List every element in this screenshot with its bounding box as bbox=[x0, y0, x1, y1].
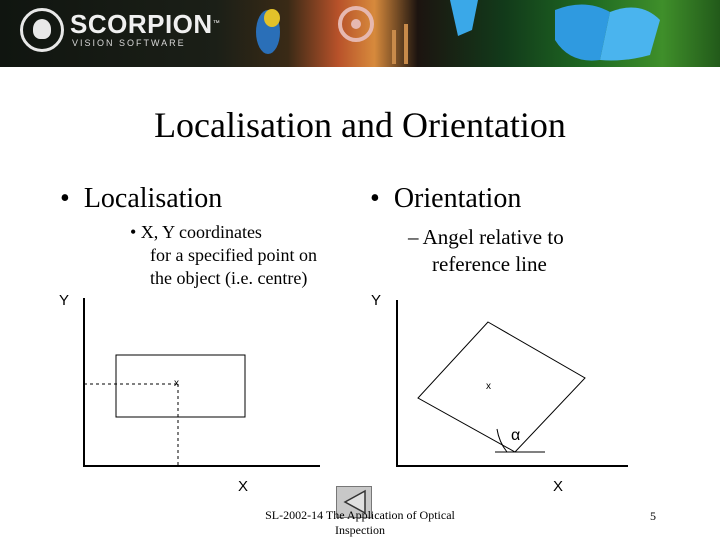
right-center-point: x bbox=[486, 381, 491, 392]
left-y-label: Y bbox=[59, 292, 70, 309]
localisation-line-2: for a specified point on bbox=[150, 245, 317, 265]
footer-line-1: SL-2002-14 The Application of Optical bbox=[265, 508, 455, 522]
page-number: 5 bbox=[650, 509, 656, 523]
right-x-label: X bbox=[553, 478, 564, 495]
orientation-line-1: – Angel relative to bbox=[408, 225, 564, 249]
angle-label: α bbox=[511, 427, 521, 444]
localisation-line-3: the object (i.e. centre) bbox=[150, 268, 308, 288]
left-object-rectangle bbox=[116, 355, 245, 417]
logo-text: SCORPION™ bbox=[70, 9, 221, 39]
localisation-heading: • Localisation bbox=[60, 183, 223, 214]
localisation-diagram bbox=[83, 298, 320, 466]
slide-title: Localisation and Orientation bbox=[154, 105, 566, 145]
footer-line-2: Inspection bbox=[335, 523, 385, 537]
orientation-heading: • Orientation bbox=[370, 183, 522, 214]
footer-text bbox=[230, 508, 490, 538]
right-y-label: Y bbox=[371, 292, 382, 309]
left-x-label: X bbox=[238, 478, 249, 495]
orientation-line-2: reference line bbox=[432, 252, 547, 276]
logo-subtitle: VISION SOFTWARE bbox=[72, 38, 186, 48]
localisation-line-1: • X, Y coordinates bbox=[130, 222, 262, 242]
left-center-point: x bbox=[174, 378, 179, 389]
angle-arc bbox=[497, 429, 507, 452]
right-rotated-object bbox=[418, 322, 585, 452]
